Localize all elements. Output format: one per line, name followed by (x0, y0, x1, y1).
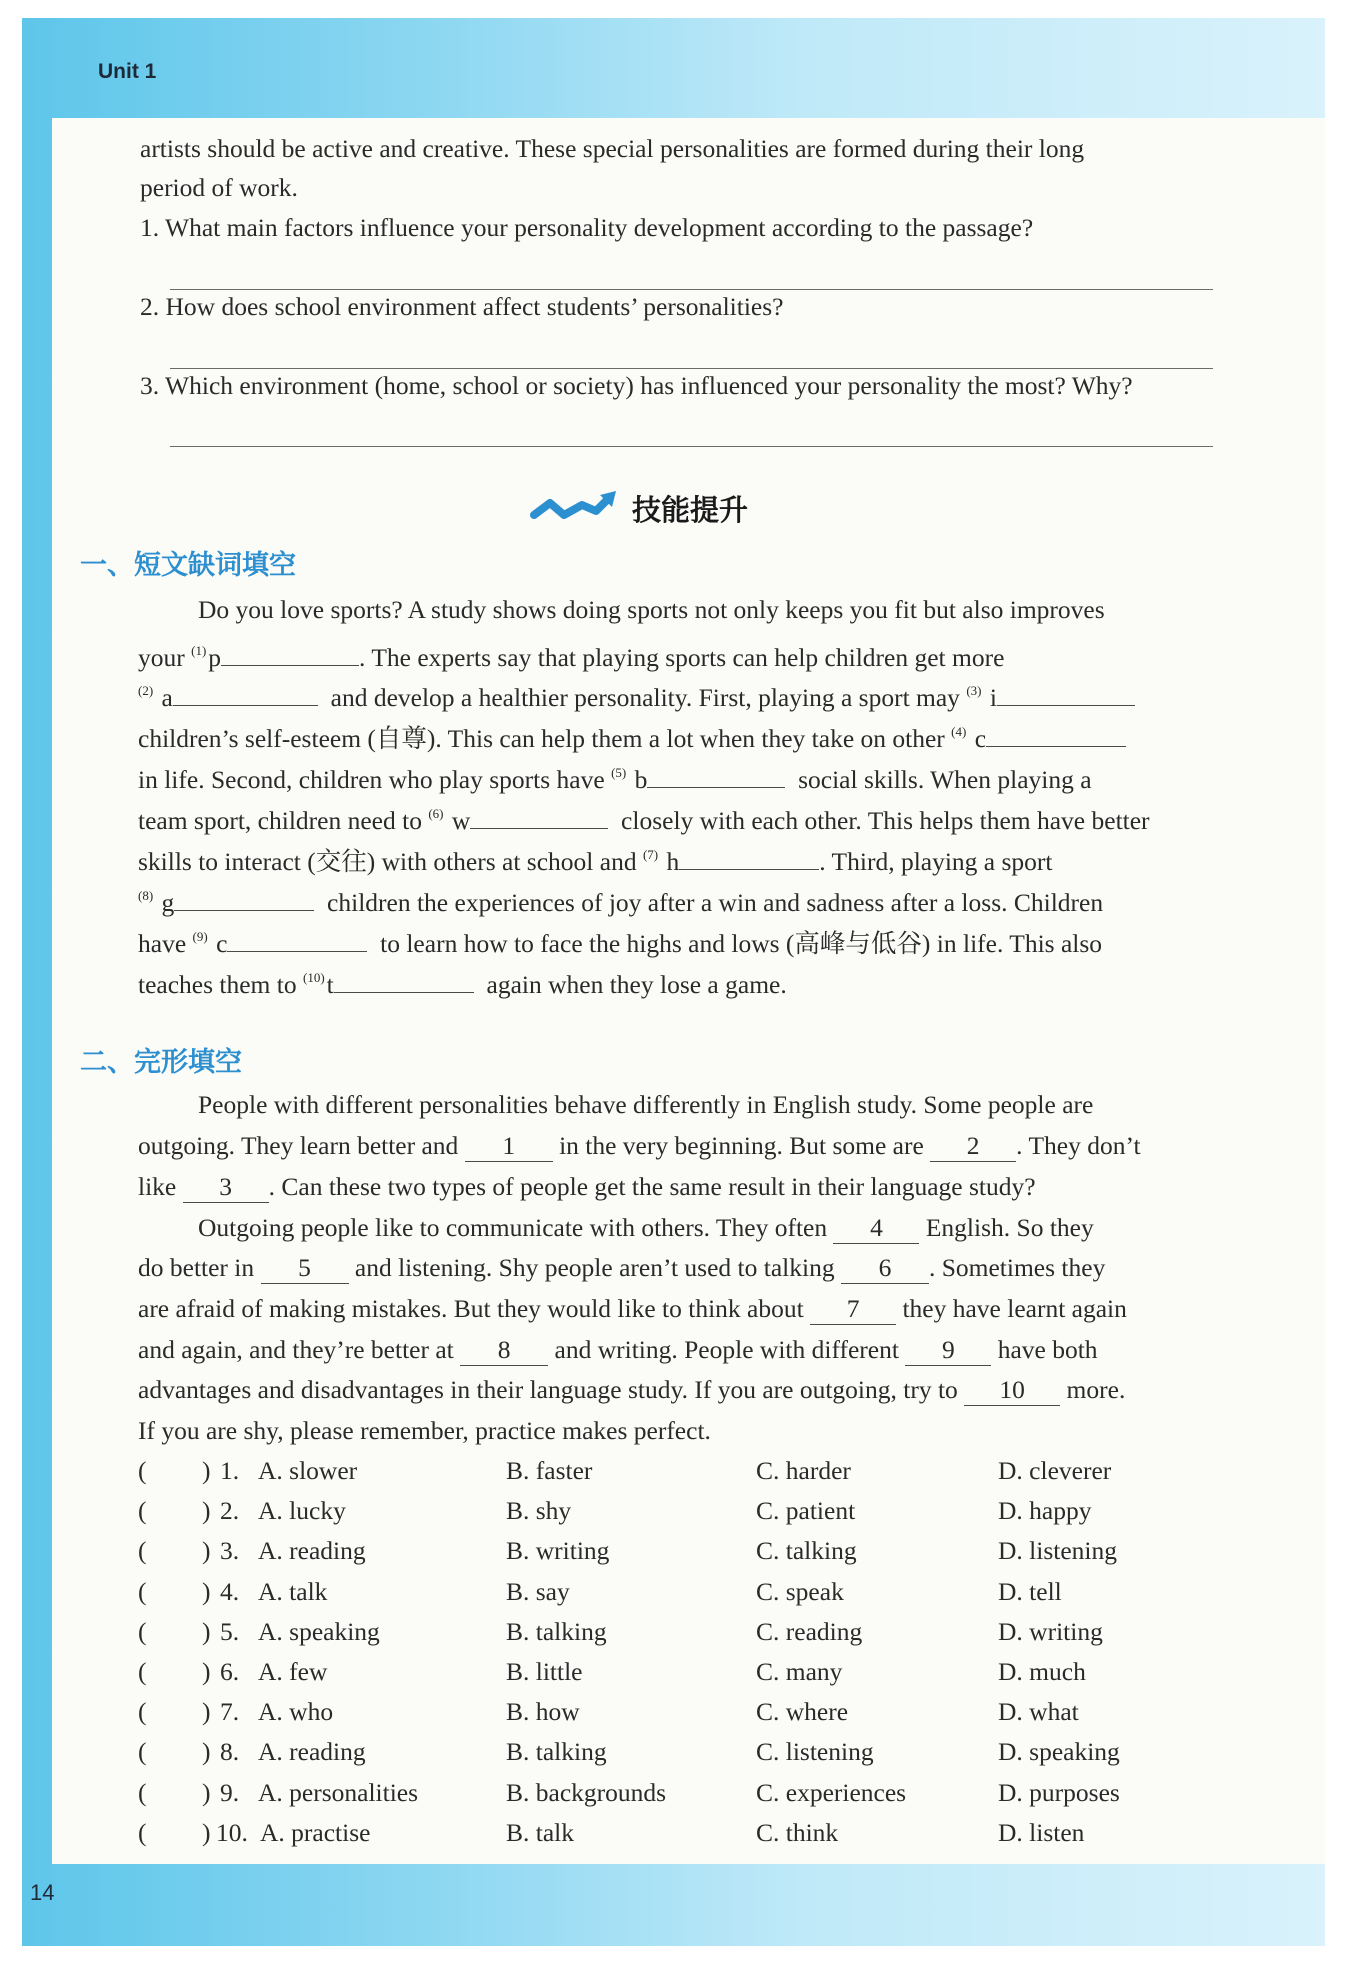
gapfill-line: $^{(8)}$ g children the experiences of joy after a win and sadness after a loss. Children (138, 881, 1103, 918)
answer-bracket-open[interactable]: ( (138, 1616, 147, 1646)
option-d[interactable]: D. much (998, 1657, 1086, 1686)
blank-1[interactable] (221, 639, 359, 666)
answer-bracket-close: ) (202, 1657, 211, 1686)
unit-label: Unit 1 (98, 60, 157, 83)
question-number: 1. (220, 1456, 240, 1485)
answer-bracket-open[interactable]: ( (138, 1737, 147, 1767)
trend-arrow-icon (530, 491, 618, 527)
option-c[interactable]: C. listening (756, 1737, 874, 1767)
question-3: 3. Which environment (home, school or society) has influenced your personality the most? Why? (140, 371, 1133, 400)
gapfill-line: Do you love sports? A study shows doing sports not only keeps you fit but also improves (198, 595, 1105, 624)
cloze-blank-6[interactable]: 6 (841, 1253, 929, 1284)
answer-bracket-open[interactable]: ( (138, 1777, 147, 1807)
cloze-blank-8[interactable]: 8 (460, 1335, 548, 1366)
cloze-line: If you are shy, please remember, practice makes perfect. (138, 1416, 711, 1445)
cloze-line: advantages and disadvantages in their language study. If you are outgoing, try to 10 more. (138, 1375, 1126, 1404)
answer-bracket-close: ) (202, 1536, 211, 1566)
cloze-blank-7[interactable]: 7 (810, 1294, 896, 1325)
option-b[interactable]: B. talking (506, 1616, 607, 1646)
option-d[interactable]: D. purposes (998, 1777, 1120, 1807)
question-2: 2. How does school environment affect students’ personalities? (140, 292, 784, 321)
option-d[interactable]: D. speaking (998, 1737, 1120, 1767)
option-b[interactable]: B. writing (506, 1536, 610, 1566)
cloze-line: are afraid of making mistakes. But they would like to think about 7 they have learnt again (138, 1294, 1127, 1323)
cloze-blank-1[interactable]: 1 (465, 1131, 553, 1162)
question-number: 6. (220, 1657, 240, 1686)
answer-bracket-close: ) (202, 1496, 211, 1526)
cloze-line: Outgoing people like to communicate with others. They often 4 English. So they (198, 1213, 1094, 1242)
option-a[interactable]: A. personalities (258, 1777, 419, 1807)
cloze-blank-4[interactable]: 4 (833, 1213, 919, 1244)
option-a[interactable]: A. practise (260, 1817, 371, 1847)
answer-bracket-open[interactable]: ( (138, 1697, 147, 1727)
blank-10[interactable] (334, 966, 474, 993)
option-b[interactable]: B. backgrounds (506, 1777, 667, 1807)
option-d[interactable]: D. listen (998, 1817, 1085, 1847)
question-number: 5. (220, 1616, 240, 1646)
blank-9[interactable] (227, 925, 367, 952)
question-number: 8. (220, 1737, 240, 1767)
question-number: 10. (216, 1817, 248, 1847)
answer-bracket-close: ) (202, 1737, 211, 1767)
option-b[interactable]: B. talk (506, 1817, 574, 1847)
answer-bracket-close: ) (202, 1817, 211, 1847)
section-2-title: 二、完形填空 (80, 1047, 242, 1078)
option-c[interactable]: C. where (756, 1697, 849, 1727)
option-d[interactable]: D. cleverer (998, 1456, 1112, 1485)
answer-line-2[interactable] (170, 368, 1213, 369)
gapfill-line: skills to interact (交往) with others at school and $^{(7)}$ h . Third, playing a sport (138, 840, 1053, 877)
option-a[interactable]: A. speaking (258, 1616, 380, 1646)
option-c[interactable]: C. speak (756, 1576, 844, 1606)
option-a[interactable]: A. slower (258, 1456, 358, 1485)
cloze-blank-5[interactable]: 5 (261, 1253, 349, 1284)
gapfill-line: have $^{(9)}$ c to learn how to face the highs and lows (高峰与低谷) in life. This also (138, 922, 1102, 959)
option-c[interactable]: C. think (756, 1817, 839, 1847)
option-c[interactable]: C. talking (756, 1536, 857, 1566)
option-a[interactable]: A. reading (258, 1737, 366, 1767)
question-number: 2. (220, 1496, 240, 1526)
answer-line-1[interactable] (170, 289, 1213, 290)
answer-bracket-close: ) (202, 1777, 211, 1807)
cloze-blank-3[interactable]: 3 (183, 1172, 269, 1203)
gapfill-line: in life. Second, children who play sports have $^{(5)}$ b social skills. When playing a (138, 758, 1092, 795)
passage-line: artists should be active and creative. These special personalities are formed during their long (140, 134, 1085, 163)
option-a[interactable]: A. reading (258, 1536, 366, 1566)
question-number: 4. (220, 1576, 240, 1606)
cloze-blank-10[interactable]: 10 (964, 1375, 1060, 1406)
blank-3[interactable] (997, 679, 1135, 706)
answer-bracket-close: ) (202, 1456, 211, 1485)
option-b[interactable]: B. how (506, 1697, 580, 1727)
option-b[interactable]: B. say (506, 1576, 570, 1606)
option-d[interactable]: D. happy (998, 1496, 1092, 1526)
question-1: 1. What main factors influence your personality development according to the passage? (140, 213, 1034, 242)
option-c[interactable]: C. many (756, 1657, 843, 1686)
section-1-title: 一、短文缺词填空 (80, 550, 296, 581)
cloze-line: do better in 5 and listening. Shy people aren’t used to talking 6 . Sometimes they (138, 1253, 1106, 1282)
gapfill-line: children’s self-esteem (自尊). This can help them a lot when they take on other $^{(4)}$ c (138, 717, 1126, 754)
passage-line: period of work. (140, 173, 298, 202)
answer-line-3[interactable] (170, 446, 1213, 447)
option-b[interactable]: B. shy (506, 1496, 572, 1526)
option-c[interactable]: C. harder (756, 1456, 851, 1485)
option-a[interactable]: A. talk (258, 1576, 328, 1606)
question-number: 3. (220, 1536, 240, 1566)
option-b[interactable]: B. little (506, 1657, 583, 1686)
gapfill-line: $^{(2)}$ a and develop a healthier personality. First, playing a sport may $^{(3)}$ i (138, 676, 1135, 713)
option-a[interactable]: A. lucky (258, 1496, 346, 1526)
skill-heading (530, 488, 748, 529)
answer-bracket-open[interactable]: ( (138, 1496, 147, 1526)
question-number: 7. (220, 1697, 240, 1727)
option-d[interactable]: D. writing (998, 1616, 1103, 1646)
blank-2[interactable] (173, 679, 318, 706)
answer-bracket-open[interactable]: ( (138, 1536, 147, 1566)
answer-bracket-close: ) (202, 1616, 211, 1646)
cloze-blank-2[interactable]: 2 (930, 1131, 1016, 1162)
option-d[interactable]: D. listening (998, 1536, 1117, 1566)
option-c[interactable]: C. reading (756, 1616, 863, 1646)
answer-bracket-open[interactable]: ( (138, 1657, 147, 1686)
gapfill-line: team sport, children need to $^{(6)}$ w closely with each other. This helps them have better (138, 799, 1150, 836)
cloze-blank-9[interactable]: 9 (905, 1335, 991, 1366)
cloze-line: People with different personalities behave differently in English study. Some people are (198, 1090, 1094, 1119)
cloze-line: and again, and they’re better at 8 and writing. People with different 9 have both (138, 1335, 1098, 1364)
answer-bracket-open[interactable]: ( (138, 1817, 147, 1847)
answer-bracket-close: ) (202, 1576, 211, 1606)
blank-6[interactable] (470, 802, 608, 829)
page-number: 14 (30, 1880, 55, 1905)
blank-7[interactable] (679, 843, 819, 870)
option-a[interactable]: A. who (258, 1697, 334, 1727)
gapfill-line: your $^{(1)}$p . The experts say that playing sports can help children get more (138, 636, 1004, 673)
option-c[interactable]: C. experiences (756, 1777, 907, 1807)
skill-title: 技能提升 (632, 493, 749, 527)
option-a[interactable]: A. few (258, 1657, 328, 1686)
cloze-line: like 3 . Can these two types of people get the same result in their language study? (138, 1172, 1036, 1201)
answer-bracket-open[interactable]: ( (138, 1576, 147, 1606)
blank-8[interactable] (174, 884, 314, 911)
blank-5[interactable] (647, 761, 785, 788)
option-c[interactable]: C. patient (756, 1496, 856, 1526)
question-number: 9. (220, 1777, 240, 1807)
blank-4[interactable] (986, 720, 1126, 747)
answer-bracket-close: ) (202, 1697, 211, 1727)
gapfill-line: teaches them to $^{(10)}$t again when they lose a game. (138, 963, 787, 1000)
option-b[interactable]: B. talking (506, 1737, 607, 1767)
option-b[interactable]: B. faster (506, 1456, 593, 1485)
option-d[interactable]: D. tell (998, 1576, 1062, 1606)
option-d[interactable]: D. what (998, 1697, 1079, 1727)
answer-bracket-open[interactable]: ( (138, 1456, 147, 1485)
cloze-line: outgoing. They learn better and 1 in the very beginning. But some are 2 . They don’t (138, 1131, 1141, 1160)
